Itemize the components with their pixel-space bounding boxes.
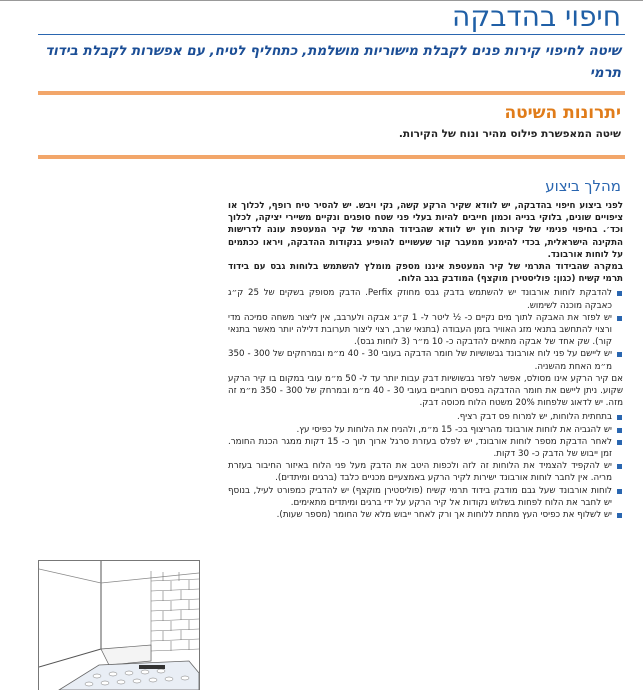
room-drawing bbox=[39, 561, 199, 690]
advantages-text: שיטה המאפשרת פילוס מהיר ונוח של הקירות. bbox=[398, 128, 621, 140]
title-underline bbox=[38, 34, 625, 35]
list-item: להדבקת לוחות אורבונד יש להשתמש בדבק גבס מחוזק Perfix. הדבק מסופק בשקים של 25 ק״ג כאבקה מוכנה לשימוש. bbox=[228, 287, 623, 311]
procedure-extra-paragraph: אם קיר הרקע אינו מסולס, אפשר לפזר גבשושיות דבק עבות יותר עד ל- 50 מ״מ עובי במקום בו קיר הרקע שקוע. ניתן ליישם את חומר ההדבקה בפסים רוחביים בעובי 30 - 40 מ״מ ובמרחק של 300 - 350 מ״מ זה מזה. יש לדאוג שלפחות 20% משטח הלוח מכוסה דבק. bbox=[228, 373, 623, 409]
list-item: יש לשלוף את כפיסי העץ מתחת ללוחות אך ורק לאחר ייבוש מלא של החומר (מספר שעות). bbox=[228, 509, 623, 521]
list-item: יש להקפיד להצמיד את הלוחות זה לזה ולכפות היטב את הדבק מעל פני הלוח באיזור החיבור בעזרת מריה. אין לחבר לוחות אורבונד ישירות לקיר הרקע באמצעיים מכניים כלבד (ברגים ומיתדים). bbox=[228, 460, 623, 484]
list-item: לאחר הדבקת מספר לוחות אורבונד, יש לפלס בעזרת סרגל ארוך תוך כ- 15 דקות ממגר הכנת החומר. זמן ייבוש של הדבק כ- 30 דקות. bbox=[228, 436, 623, 460]
procedure-intro: לפני ביצוע חיפוי בהדבקה, יש לוודא שקיר הרקע קשה, נקי ויבש. יש להסיר טיח רופף, לכלוך או ציפויים שונים, בלוקי בנייה וכמון חייבים להיות בעלי פני שטח סופגים ונקיים משיירי יציקה, לכלוך וכד׳. בחיפוי פנימי של קירות חוץ יש לוודא שהבידוד התרמי של קיר המעטפת עונה לדרישות התקינה הישראלית, בכדי להימנע ממעבר קור שעשויים להופיע בנקודות ההדבקה, ויראו ככתמים על לוחות אורבונד. bbox=[228, 201, 623, 260]
procedure-heading: מהלך ביצוע bbox=[545, 177, 621, 195]
procedure-steps-continued bbox=[228, 411, 623, 521]
room-illustration bbox=[38, 560, 200, 690]
procedure-note: במקרה שהבידוד התרמי של קיר המעטפת איננו מספק מומלץ להשתמש בלוחות גבס עם בידוד תרמי קשיח (כגון: פוליסטירן מוקצף) המודבק בגב הלוח. bbox=[228, 262, 623, 285]
advantages-heading: יתרונות השיטה bbox=[504, 103, 621, 123]
procedure-body bbox=[228, 200, 623, 521]
list-item: יש לפזר את האבקה לתוך מים נקיים כ- ½ ליטר ל- 1 ק״ג אבקה ולערבב, אין ליצור משחה סמיכה מדי ורצוי להתחשב בתנאי מזג האוויר בזמן העבודה (בתנאי שרב, רצוי ליצור תערובת דלילה יותר מאשר בתנאי קור). שק אחד של אבקה מתאים להדבקה כ- 10 מ״ר (3 לוחות גבס). bbox=[228, 312, 623, 349]
list-item: בתחתית הלוחות, יש למרוח פס דבק רציף. bbox=[228, 411, 623, 423]
divider-top bbox=[38, 91, 625, 95]
page-title: חיפוי בהדבקה bbox=[452, 0, 621, 33]
page-subtitle: שיטה לחיפוי קירות פנים לקבלת מישוריות מושלמת, כתחליף לטיח, עם אפשרות לקבלת בידוד תרמי bbox=[45, 43, 621, 81]
list-item: יש להגביה את לוחות אורבונד מהריצוף בכ- 15 מ״מ, ולהניח את הלוחות על כפיסי עץ. bbox=[228, 424, 623, 436]
procedure-steps bbox=[228, 287, 623, 372]
list-item: יש ליישם על פני לוח אורבונד גבשושיות של חומר הדבקה בעובי 30 - 40 מ״מ ובמרחקים של 300 - 350 מ״מ האחת מהשניה. bbox=[228, 348, 623, 372]
list-item: לוחות אורבונד שעל גבם מודבק בידוד תרמי קשיח (פוליסטירן מוקצף) יש להדביק כמפורט לעיל, בנוסף יש לחבר את הלוח לפחות בשלוש נקודות אל קיר הרקע על ידי ברגים ומיתדים מתאימים. bbox=[228, 485, 623, 509]
divider-bottom bbox=[38, 155, 625, 159]
